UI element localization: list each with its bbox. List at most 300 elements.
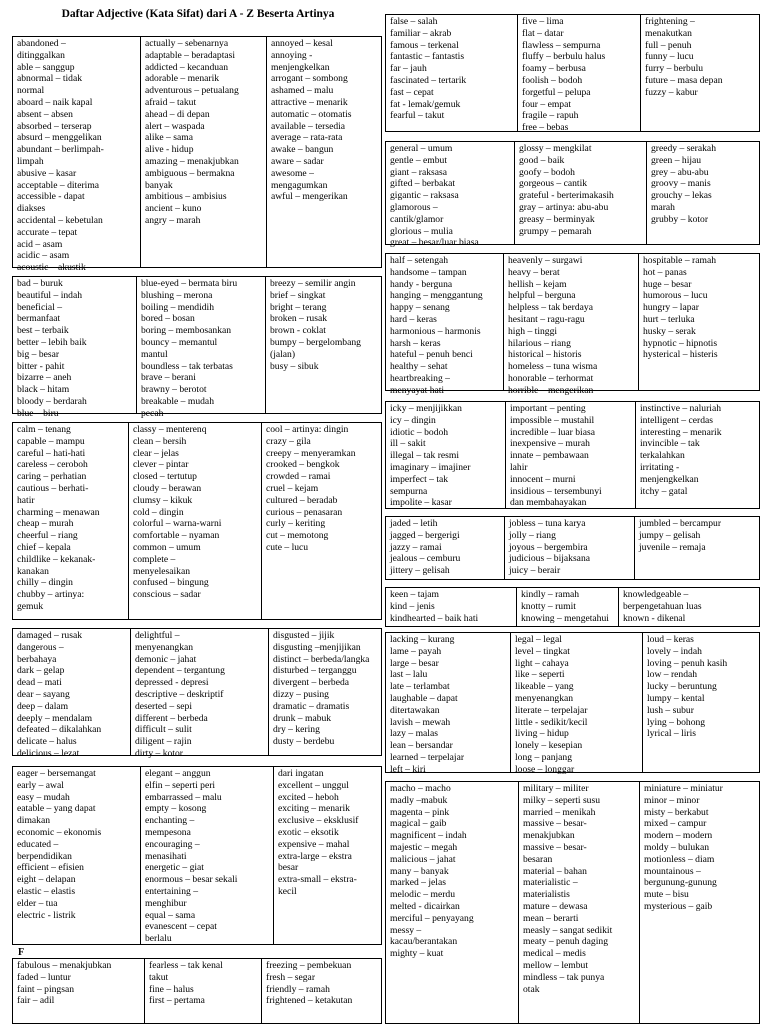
word-column bbox=[265, 277, 381, 413]
word-entry: actually – sebenarnya bbox=[145, 38, 229, 49]
word-entry: beautiful – indah bbox=[17, 289, 83, 301]
word-entry: blue – biru bbox=[17, 407, 59, 419]
word-entry: eight – delapan bbox=[17, 874, 76, 886]
word-entry: crazy – gila bbox=[266, 435, 311, 447]
word-entry: dimakan bbox=[17, 815, 51, 827]
word-entry: hard – keras bbox=[390, 313, 437, 325]
word-entry: lavish – mewah bbox=[390, 716, 451, 728]
word-entry: gray – artinya: abu-abu bbox=[519, 201, 609, 213]
word-entry: afraid – takut bbox=[145, 96, 197, 108]
word-entry: bermanfaat bbox=[17, 313, 61, 325]
word-entry: knowledgeable – bbox=[623, 589, 689, 600]
word-entry: blushing – merona bbox=[141, 289, 213, 301]
word-entry: loving – penuh kasih bbox=[647, 657, 728, 669]
word-entry: abusive – kasar bbox=[17, 167, 77, 179]
word-entry: motionless – diam bbox=[644, 853, 715, 865]
word-entry: difficult – sulit bbox=[135, 724, 192, 736]
word-entry: impolite – kasar bbox=[390, 497, 452, 509]
word-entry: drunk – mabuk bbox=[273, 712, 332, 724]
word-entry: banyak bbox=[145, 179, 173, 191]
word-column bbox=[504, 517, 634, 579]
word-entry: bored – bosan bbox=[141, 313, 195, 325]
word-column bbox=[618, 588, 759, 626]
word-entry: full – penuh bbox=[645, 39, 692, 51]
page-title: Daftar Adjective (Kata Sifat) dari A - Z Beserta Artinya bbox=[61, 8, 335, 20]
word-entry: colorful – warna-warni bbox=[133, 518, 222, 530]
word-entry: fuzzy – kabur bbox=[645, 86, 698, 98]
word-entry: jazzy – ramai bbox=[390, 541, 442, 553]
word-entry: fearful – takut bbox=[390, 110, 445, 122]
word-entry: disturbed – terganggu bbox=[273, 665, 357, 677]
word-column bbox=[268, 629, 381, 755]
word-entry: kindhearted – baik hati bbox=[390, 612, 479, 624]
word-entry: lying – bohong bbox=[647, 716, 706, 728]
word-entry: foamy – berbusa bbox=[522, 63, 586, 75]
word-entry: melted - dicairkan bbox=[390, 900, 460, 912]
letter-box-e bbox=[12, 766, 382, 945]
word-entry: gifted – berbakat bbox=[390, 178, 455, 190]
word-entry: innocent – murni bbox=[510, 473, 576, 485]
word-entry: messy – bbox=[390, 924, 422, 936]
word-entry: chief – kepala bbox=[17, 541, 71, 553]
word-entry: elegant – anggun bbox=[145, 768, 211, 779]
word-entry: itchy – gatal bbox=[640, 485, 688, 497]
word-entry: brown - coklat bbox=[270, 325, 326, 337]
word-entry: merciful – penyayang bbox=[390, 912, 474, 924]
word-entry: loose – longgar bbox=[515, 763, 575, 775]
word-entry: hospitable – ramah bbox=[643, 255, 716, 266]
word-entry: materialistic – bbox=[523, 877, 578, 889]
word-entry: brave – berani bbox=[141, 372, 196, 384]
word-entry: dark – gelap bbox=[17, 665, 65, 677]
word-entry: friendly – ramah bbox=[266, 983, 330, 995]
word-entry: massive – besar- bbox=[523, 818, 587, 830]
word-entry: cloudy – berawan bbox=[133, 482, 202, 494]
word-entry: medical – medis bbox=[523, 948, 586, 960]
word-entry: energetic – giat bbox=[145, 862, 204, 874]
letter-box-b bbox=[12, 276, 382, 419]
word-entry: cold – dingin bbox=[133, 506, 184, 518]
word-entry: dirty – kotor bbox=[135, 747, 183, 759]
word-entry: expensive – mahal bbox=[278, 838, 350, 850]
word-entry: faded – luntur bbox=[17, 971, 71, 983]
word-entry: grubby – kotor bbox=[651, 213, 709, 225]
word-entry: beneficial – bbox=[17, 301, 63, 313]
word-entry: great – besar/luar biasa bbox=[390, 237, 479, 249]
word-entry: fascinated – tertarik bbox=[390, 74, 467, 86]
word-entry: lame – payah bbox=[390, 645, 442, 657]
word-column bbox=[13, 629, 130, 759]
word-entry: marked – jelas bbox=[390, 877, 446, 889]
word-entry: better – lebih baik bbox=[17, 336, 87, 348]
word-column bbox=[140, 37, 266, 267]
word-entry: imaginary – imajiner bbox=[390, 461, 471, 473]
word-column bbox=[128, 423, 261, 619]
word-entry: distinct – berbeda/langka bbox=[273, 653, 370, 665]
word-entry: blue-eyed – bermata biru bbox=[141, 278, 238, 289]
word-entry: menghibur bbox=[145, 897, 187, 909]
word-entry: goofy – bodoh bbox=[519, 166, 575, 178]
word-entry: helpful – berguna bbox=[508, 290, 576, 302]
word-entry: dusty – berdebu bbox=[273, 736, 335, 748]
word-entry: creepy – menyeramkan bbox=[266, 447, 356, 459]
word-entry: laughable – dapat bbox=[390, 692, 458, 704]
word-entry: dangerous – bbox=[17, 641, 64, 653]
word-entry: amazing – menakjubkan bbox=[145, 155, 239, 167]
word-entry: glorious – mulia bbox=[390, 225, 453, 237]
word-entry: childlike – kekanak- bbox=[17, 553, 96, 565]
word-entry: accurate – tepat bbox=[17, 226, 78, 238]
word-entry: absorbed – terserap bbox=[17, 120, 92, 132]
word-entry: mindless – tak punya bbox=[523, 971, 605, 983]
word-entry: ancient – kuno bbox=[145, 203, 202, 215]
word-entry: frightening – bbox=[645, 16, 695, 27]
word-entry: (jalan) bbox=[270, 348, 296, 360]
word-entry: magenta – pink bbox=[390, 806, 450, 818]
word-entry: clever – pintar bbox=[133, 459, 189, 471]
word-entry: depressed - depresi bbox=[135, 677, 209, 689]
word-entry: acid – asam bbox=[17, 238, 63, 250]
word-entry: glossy – mengkilat bbox=[519, 143, 592, 154]
word-entry: takut bbox=[149, 971, 169, 983]
word-entry: acidic – asam bbox=[17, 250, 70, 262]
word-column bbox=[646, 142, 759, 244]
word-column bbox=[386, 254, 503, 396]
word-entry: ambitious – ambisius bbox=[145, 191, 227, 203]
word-entry: menakutkan bbox=[645, 27, 692, 39]
word-entry: jolly – riang bbox=[509, 529, 556, 541]
word-entry: hypnotic – hipnotis bbox=[643, 337, 718, 349]
word-entry: majestic – megah bbox=[390, 841, 458, 853]
word-entry: idiotic – bodoh bbox=[390, 426, 449, 438]
letter-box-g bbox=[385, 141, 760, 249]
word-entry: funny – lucu bbox=[645, 51, 694, 63]
word-entry: fantastic – fantastis bbox=[390, 51, 465, 63]
word-column bbox=[261, 423, 381, 619]
word-entry: bright – terang bbox=[270, 301, 327, 313]
word-entry: bouncy – memantul bbox=[141, 336, 218, 348]
letter-box-j bbox=[385, 516, 760, 580]
word-entry: chilly – dingin bbox=[17, 577, 73, 589]
word-entry: first – pertama bbox=[149, 995, 205, 1007]
word-entry: diligent – rajin bbox=[135, 736, 192, 748]
word-entry: low – rendah bbox=[647, 669, 698, 681]
word-entry: excellent – unggul bbox=[278, 779, 349, 791]
word-entry: lush – subur bbox=[647, 704, 694, 716]
word-entry: caring – perhatian bbox=[17, 471, 87, 483]
word-column bbox=[510, 633, 642, 775]
word-entry: military – militer bbox=[523, 783, 589, 794]
word-entry: exclusive – eksklusif bbox=[278, 815, 359, 827]
word-entry: jealous – cemburu bbox=[390, 553, 461, 565]
word-entry: illegal – tak resmi bbox=[390, 450, 460, 462]
word-entry: learned – terpelajar bbox=[390, 751, 465, 763]
word-entry: aboard – naik kapal bbox=[17, 96, 93, 108]
word-entry: equal – sama bbox=[145, 909, 196, 921]
word-entry: boring – membosankan bbox=[141, 325, 232, 337]
word-entry: hungry – lapar bbox=[643, 302, 699, 314]
word-column bbox=[13, 959, 144, 1023]
word-entry: magical – gaib bbox=[390, 818, 447, 830]
word-entry: cruel – kejam bbox=[266, 482, 319, 494]
word-entry: melodic – merdu bbox=[390, 889, 456, 901]
word-entry: mengagumkan bbox=[271, 179, 328, 191]
word-entry: fine – halus bbox=[149, 983, 194, 995]
word-entry: cautious – berhati- bbox=[17, 482, 89, 494]
word-entry: far – jauh bbox=[390, 63, 427, 75]
word-entry: delicious – lezat bbox=[17, 747, 80, 759]
word-entry: heartbreaking – bbox=[390, 372, 450, 384]
word-entry: moldy – bulukan bbox=[644, 841, 710, 853]
word-entry: charming – menawan bbox=[17, 506, 100, 518]
word-entry: inexpensive – murah bbox=[510, 438, 590, 450]
word-entry: jumbled – bercampur bbox=[639, 518, 722, 529]
word-entry: meaty – penuh daging bbox=[523, 936, 608, 948]
word-entry: ahead – di depan bbox=[145, 108, 210, 120]
word-entry: ditertawakan bbox=[390, 704, 440, 716]
word-entry: lacking – kurang bbox=[390, 634, 455, 645]
word-entry: good – baik bbox=[519, 154, 565, 166]
word-entry: accidental – kebetulan bbox=[17, 214, 103, 226]
word-entry: curious – penasaran bbox=[266, 506, 343, 518]
word-entry: fabulous – menakjubkan bbox=[17, 960, 112, 971]
letter-box-h bbox=[385, 253, 760, 396]
word-entry: invincible – tak bbox=[640, 438, 700, 450]
letter-box-l bbox=[385, 632, 760, 773]
word-entry: hateful – penuh benci bbox=[390, 349, 473, 361]
word-entry: interesting – menarik bbox=[640, 426, 722, 438]
word-entry: known - dikenal bbox=[623, 612, 686, 624]
letter-box-f2 bbox=[385, 14, 760, 132]
word-column bbox=[634, 517, 759, 579]
word-entry: annoying - bbox=[271, 49, 313, 61]
word-entry: alike – sama bbox=[145, 132, 193, 144]
word-entry: descriptive – deskriptif bbox=[135, 688, 224, 700]
word-entry: attractive – menarik bbox=[271, 96, 348, 108]
word-entry: half – setengah bbox=[390, 255, 449, 266]
word-entry: brawny – berotot bbox=[141, 384, 207, 396]
word-entry: elfin – seperti peri bbox=[145, 779, 216, 791]
word-entry: fearless – tak kenal bbox=[149, 960, 223, 971]
word-entry: kind – jenis bbox=[390, 600, 435, 612]
word-entry: big – besar bbox=[17, 348, 60, 360]
word-entry: gigantic – raksasa bbox=[390, 190, 459, 202]
word-entry: homeless – tuna wisma bbox=[508, 361, 598, 373]
word-entry: jittery – gelisah bbox=[390, 565, 450, 577]
word-entry: kecil bbox=[278, 885, 297, 897]
word-entry: deserted – sepi bbox=[135, 700, 193, 712]
word-entry: damaged – rusak bbox=[17, 630, 83, 641]
word-column bbox=[518, 782, 639, 1023]
word-entry: knotty – rumit bbox=[521, 600, 576, 612]
word-column bbox=[386, 15, 517, 131]
word-entry: fat - lemak/gemuk bbox=[390, 98, 461, 110]
word-entry: crooked – bengkok bbox=[266, 459, 340, 471]
word-entry: menjengkelkan bbox=[640, 473, 699, 485]
word-column bbox=[386, 402, 505, 508]
word-entry: jumpy – gelisah bbox=[639, 529, 701, 541]
word-entry: berpendidikan bbox=[17, 850, 72, 862]
word-entry: adorable – menarik bbox=[145, 73, 220, 85]
word-entry: honorable – terhormat bbox=[508, 372, 594, 384]
word-entry: extra-large – ekstra bbox=[278, 850, 352, 862]
word-entry: lahir bbox=[510, 461, 528, 473]
word-entry: entertaining – bbox=[145, 885, 199, 897]
word-entry: icy – dingin bbox=[390, 414, 436, 426]
word-column bbox=[386, 142, 514, 249]
word-entry: absent – absen bbox=[17, 108, 73, 120]
word-entry: average – rata-rata bbox=[271, 132, 343, 144]
word-entry: classy – menterenq bbox=[133, 424, 207, 435]
word-entry: faint – pingsan bbox=[17, 983, 75, 995]
word-entry: modern – modern bbox=[644, 830, 713, 842]
word-entry: mempesona bbox=[145, 826, 191, 838]
word-entry: hilarious – riang bbox=[508, 337, 571, 349]
word-entry: mantul bbox=[141, 348, 168, 360]
word-column bbox=[640, 15, 759, 131]
word-entry: milky – seperti susu bbox=[523, 794, 601, 806]
word-entry: awful – mengerikan bbox=[271, 191, 348, 203]
word-entry: likeable – yang bbox=[515, 681, 574, 693]
word-entry: encouraging – bbox=[145, 838, 200, 850]
word-entry: false – salah bbox=[390, 16, 438, 27]
word-column bbox=[13, 37, 140, 274]
word-entry: hanging – menggantung bbox=[390, 290, 483, 302]
word-entry: complete – bbox=[133, 553, 176, 565]
word-entry: hot – panas bbox=[643, 266, 687, 278]
word-entry: evanescent – cepat bbox=[145, 921, 217, 933]
word-entry: careless – ceroboh bbox=[17, 459, 88, 471]
word-entry: different – berbeda bbox=[135, 712, 208, 724]
word-entry: capable – mampu bbox=[17, 435, 85, 447]
word-entry: legal – legal bbox=[515, 634, 562, 645]
word-entry: lyrical – liris bbox=[647, 728, 697, 740]
word-entry: instinctive – naluriah bbox=[640, 403, 721, 414]
word-entry: hesitant – ragu-ragu bbox=[508, 313, 585, 325]
word-entry: clear – jelas bbox=[133, 447, 179, 459]
word-entry: five – lima bbox=[522, 16, 564, 27]
word-entry: sempurna bbox=[390, 485, 428, 497]
word-entry: handy - berguna bbox=[390, 278, 453, 290]
word-entry: excited – heboh bbox=[278, 791, 339, 803]
word-column bbox=[635, 402, 759, 508]
word-entry: kindly – ramah bbox=[521, 589, 580, 600]
word-entry: crowded – ramai bbox=[266, 471, 331, 483]
word-entry: lovely – indah bbox=[647, 645, 702, 657]
word-entry: common – umum bbox=[133, 541, 201, 553]
word-entry: angry – marah bbox=[145, 214, 201, 226]
word-entry: cheap – murah bbox=[17, 518, 74, 530]
word-entry: confused – bingung bbox=[133, 577, 209, 589]
word-entry: embarrassed – malu bbox=[145, 791, 222, 803]
word-entry: loud – keras bbox=[647, 634, 694, 645]
letter-box-a bbox=[12, 36, 382, 274]
word-entry: brief – singkat bbox=[270, 289, 326, 301]
word-entry: fragile – rapuh bbox=[522, 110, 579, 122]
word-entry: defeated – dikalahkan bbox=[17, 724, 102, 736]
word-column bbox=[505, 402, 635, 508]
word-entry: general – umum bbox=[390, 143, 453, 154]
word-entry: diakses bbox=[17, 203, 46, 215]
word-entry: closed – tertutup bbox=[133, 471, 197, 483]
word-entry: heavenly – surgawi bbox=[508, 255, 583, 266]
word-entry: terkalahkan bbox=[640, 450, 685, 462]
word-entry: menjengkelkan bbox=[271, 61, 330, 73]
word-entry: massive – besar- bbox=[523, 841, 587, 853]
word-entry: menyayat hati bbox=[390, 384, 445, 396]
word-entry: economic – ekonomis bbox=[17, 826, 102, 838]
word-entry: innate – pembawaan bbox=[510, 450, 589, 462]
word-entry: harsh – keras bbox=[390, 337, 441, 349]
word-entry: mute – bisu bbox=[644, 889, 689, 901]
word-entry: accessible - dapat bbox=[17, 191, 85, 203]
word-entry: intelligent – cerdas bbox=[640, 414, 713, 426]
word-entry: groovy – manis bbox=[651, 178, 711, 190]
word-entry: grumpy – pemarah bbox=[519, 225, 592, 237]
word-entry: mysterious – gaib bbox=[644, 900, 713, 912]
word-entry: fluffy – berbulu halus bbox=[522, 51, 606, 63]
word-entry: hysterical – histeris bbox=[643, 349, 718, 361]
word-entry: available – tersedia bbox=[271, 120, 346, 132]
word-entry: careful – hati-hati bbox=[17, 447, 86, 459]
word-entry: misty – berkabut bbox=[644, 806, 709, 818]
word-entry: chubby – artinya: bbox=[17, 589, 85, 601]
word-entry: eager – bersemangat bbox=[17, 768, 96, 779]
word-entry: gemuk bbox=[17, 600, 44, 612]
word-entry: jobless – tuna karya bbox=[509, 518, 586, 529]
word-entry: living – hidup bbox=[515, 728, 569, 740]
word-entry: curly – keriting bbox=[266, 518, 326, 530]
word-entry: last – lalu bbox=[390, 669, 428, 681]
word-entry: calm – tenang bbox=[17, 424, 71, 435]
word-entry: acoustic – akustik bbox=[17, 262, 86, 274]
word-entry: incredible – luar biasa bbox=[510, 426, 595, 438]
word-entry: breezy – semilir angin bbox=[270, 278, 356, 289]
word-entry: left – kiri bbox=[390, 763, 426, 775]
word-column bbox=[273, 767, 381, 944]
word-column bbox=[638, 254, 759, 390]
word-entry: lucky – beruntung bbox=[647, 681, 717, 693]
word-entry: married – menikah bbox=[523, 806, 596, 818]
word-entry: huge – besar bbox=[643, 278, 692, 290]
word-entry: breakable – mudah bbox=[141, 395, 214, 407]
word-entry: gorgeous – cantik bbox=[519, 178, 588, 190]
word-entry: dead – mati bbox=[17, 677, 62, 689]
word-entry: greedy – serakah bbox=[651, 143, 716, 154]
word-entry: delicate – halus bbox=[17, 736, 77, 748]
letter-box-m bbox=[385, 781, 760, 1024]
word-entry: icky – menjijikkan bbox=[390, 403, 462, 414]
word-entry: level – tingkat bbox=[515, 645, 570, 657]
word-entry: little - sedikit/kecil bbox=[515, 716, 588, 728]
word-entry: materialistis bbox=[523, 889, 570, 901]
word-entry: extra-small – ekstra- bbox=[278, 874, 357, 886]
word-entry: berpengetahuan luas bbox=[623, 600, 702, 612]
word-entry: broken – rusak bbox=[270, 313, 328, 325]
word-entry: grateful - berterimakasih bbox=[519, 190, 614, 202]
word-column bbox=[13, 277, 136, 419]
word-entry: normal bbox=[17, 85, 45, 97]
letter-box-d bbox=[12, 628, 382, 759]
word-entry: historical – historis bbox=[508, 349, 582, 361]
word-entry: harmonious – harmonis bbox=[390, 325, 481, 337]
word-entry: easy – mudah bbox=[17, 791, 70, 803]
word-entry: ill – sakit bbox=[390, 438, 426, 450]
word-entry: awake – bangun bbox=[271, 144, 334, 156]
word-entry: helpless – tak berdaya bbox=[508, 302, 593, 314]
word-column bbox=[516, 588, 618, 626]
word-entry: juvenile – remaja bbox=[639, 541, 706, 553]
